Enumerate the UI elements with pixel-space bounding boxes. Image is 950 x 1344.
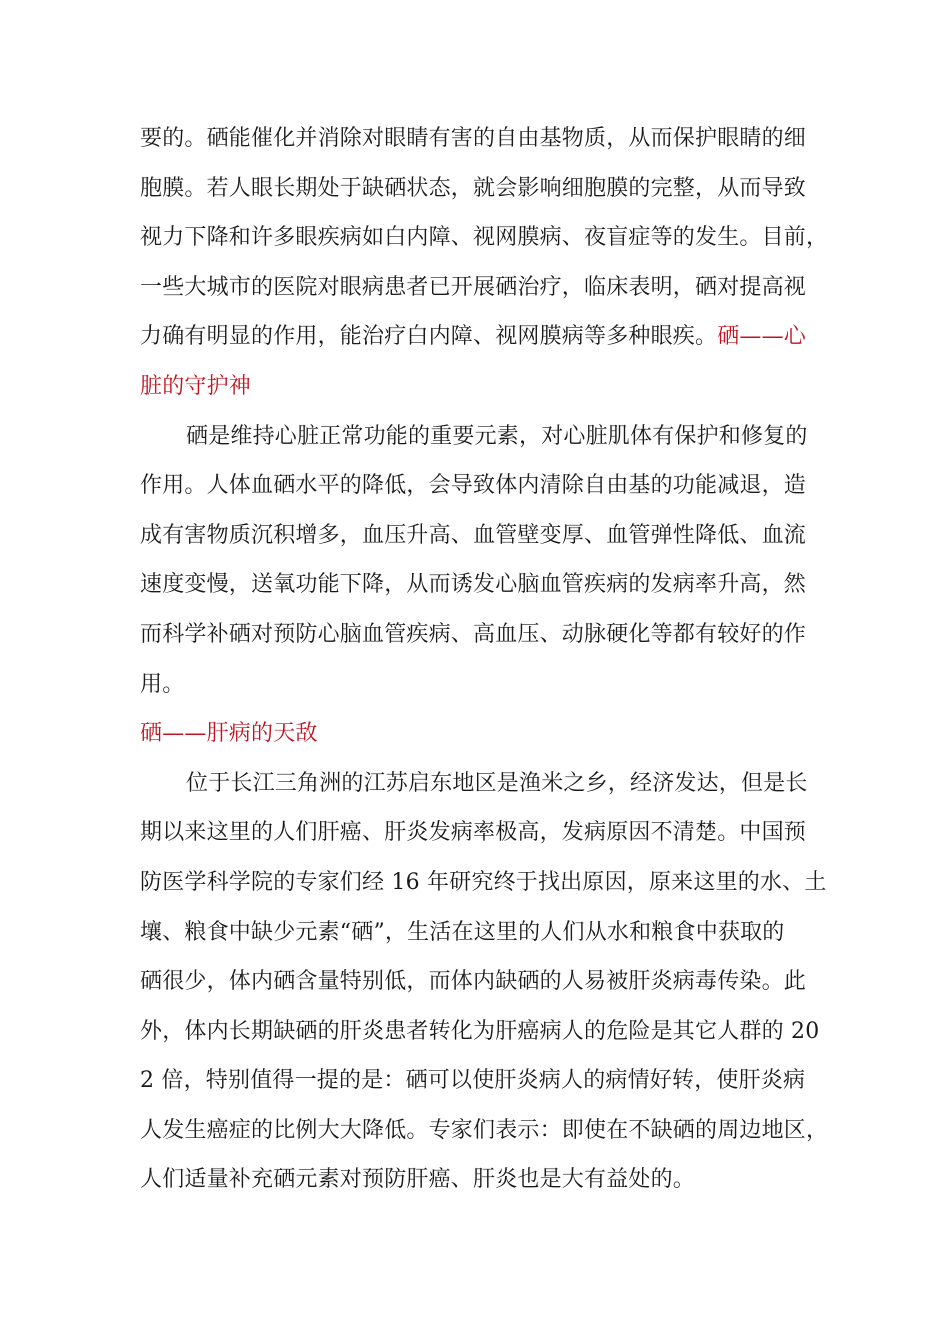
paragraph-line: 硒是维持心脏正常功能的重要元素，对心脏肌体有保护和修复的 [186,423,808,449]
document-page [140,114,829,1205]
paragraph-line: 视力下降和许多眼疾病如白内障、视网膜病、夜盲症等的发生。目前， [140,225,829,251]
paragraph-line: 外，体内长期缺硒的肝炎患者转化为肝癌病人的危险是其它人群的 20 [140,1018,820,1044]
paragraph-line: 成有害物质沉积增多，血压升高、血管壁变厚、血管弹性降低、血流 [140,522,807,548]
section-heading-heart-part1: 硒——心 [717,324,807,350]
paragraph-line: 位于长江三角洲的江苏启东地区是渔米之乡，经济发达，但是长 [186,770,808,796]
section-heading-liver: 硒——肝病的天敌 [140,721,318,747]
paragraph-line: 而科学补硒对预防心脑血管疾病、高血压、动脉硬化等都有较好的作 [140,621,807,647]
paragraph-line: 2 倍，特别值得一提的是：硒可以使肝炎病人的病情好转，使肝炎病 [140,1068,806,1094]
paragraph-line: 人们适量补充硒元素对预防肝癌、肝炎也是大有益处的。 [140,1167,696,1193]
paragraph-line: 期以来这里的人们肝癌、肝炎发病率极高，发病原因不清楚。中国预 [140,820,807,846]
paragraph-line: 速度变慢，送氧功能下降，从而诱发心脑血管疾病的发病率升高，然 [140,572,807,598]
paragraph-line: 用。 [140,671,185,697]
paragraph-line: 壤、粮食中缺少元素“硒”，生活在这里的人们从水和粮食中获取的 [140,919,785,945]
paragraph-line: 一些大城市的医院对眼病患者已开展硒治疗，临床表明，硒对提高视 [140,274,807,300]
paragraph-line: 防医学科学院的专家们经 16 年研究终于找出原因，原来这里的水、土 [140,869,827,895]
section-heading-heart-part2: 脏的守护神 [140,373,252,399]
paragraph-line: 人发生癌症的比例大大降低。专家们表示：即使在不缺硒的周边地区， [140,1117,829,1143]
paragraph-line: 要的。硒能催化并消除对眼睛有害的自由基物质，从而保护眼睛的细 [140,126,807,151]
paragraph-line: 胞膜。若人眼长期处于缺硒状态，就会影响细胞膜的完整，从而导致 [140,175,807,201]
paragraph-line: 硒很少，体内硒含量特别低，而体内缺硒的人易被肝炎病毒传染。此 [140,969,807,995]
paragraph-text: 力确有明显的作用，能治疗白内障、视网膜病等多种眼疾。 [140,324,718,350]
paragraph-line-with-heading [140,312,812,362]
paragraph-line: 作用。人体血硒水平的降低，会导致体内清除自由基的功能减退，造 [140,473,807,499]
